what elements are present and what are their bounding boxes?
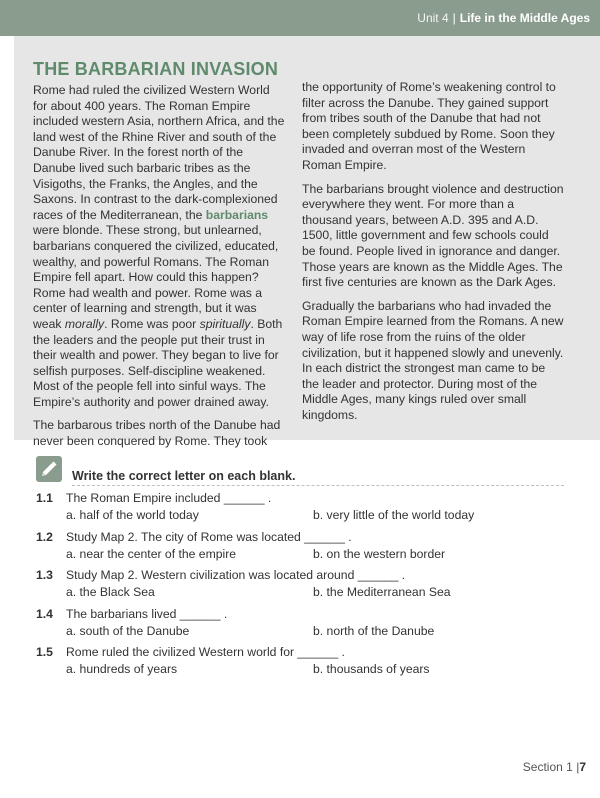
divider bbox=[72, 485, 564, 486]
option-a: a. half of the world today bbox=[66, 508, 199, 522]
question-stem[interactable]: The barbarians lived ______ . bbox=[66, 607, 228, 621]
unit-header-bar bbox=[0, 0, 600, 36]
unit-header bbox=[417, 11, 590, 25]
unit-title: Life in the Middle Ages bbox=[459, 11, 590, 25]
paragraph: The barbarous tribes north of the Danube had never been conquered by Rome. They took bbox=[33, 418, 281, 449]
header-separator: | bbox=[452, 11, 456, 25]
paragraph bbox=[33, 83, 285, 410]
question-stem[interactable]: Study Map 2. Western civilization was located around ______ . bbox=[66, 568, 406, 582]
option-b: b. the Mediterranean Sea bbox=[313, 585, 451, 599]
footer-separator: | bbox=[576, 760, 580, 774]
option-a: a. hundreds of years bbox=[66, 662, 178, 676]
page-number: 7 bbox=[579, 760, 586, 774]
page-footer bbox=[523, 760, 586, 774]
option-a: a. the Black Sea bbox=[66, 585, 155, 599]
text-run: Rome had ruled the civilized Western World for about 400 years. The Roman Empire included western Asia, northern Africa, and the land west of the Rhine River and south of the Danube River. In the forest north of the Danube lived such barbaric tribes as the Visigoths, the Franks, the Angles, and the Saxons. In contrast to the dark-complexioned races of the Mediterranean, the bbox=[33, 83, 285, 222]
option-b: b. very little of the world today bbox=[313, 508, 475, 522]
question-number: 1.5 bbox=[36, 645, 53, 659]
text-run: were blonde. These strong, but unlearned, barbarians conquered the civilized, educated, wealthy, and powerful Romans. The Roman Empire fell apart. How could this happen? Rome had wealth and power. Rome was a center of learning and strength, but it was weak bbox=[33, 223, 279, 331]
reading-column-left bbox=[33, 83, 285, 458]
text-run: . Rome was poor bbox=[104, 316, 200, 331]
option-a: a. near the center of the empire bbox=[66, 547, 237, 561]
paragraph: The barbarians brought violence and destruction everywhere they went. For more than a thousand years, between A.D. 395 and A.D. 1500, little government and few schools could be found. People lived in ignorance and danger. Those years are known as the Middle Ages. The first five centuries are known as the Dark Ages. bbox=[302, 181, 564, 290]
reading-column-right bbox=[302, 80, 564, 431]
question-number: 1.1 bbox=[36, 491, 53, 505]
option-b: b. north of the Danube bbox=[313, 624, 435, 638]
question-number: 1.3 bbox=[36, 568, 53, 582]
section-title: THE BARBARIAN INVASION bbox=[33, 59, 279, 79]
question-stem[interactable]: Rome ruled the civilized Western world for ______ . bbox=[66, 645, 345, 659]
text-run: . Both the leaders and the people put their trust in their wealth and power. They began to live for selfish purposes. Self-discipline weakened. Most of the people fell into sinful ways. The Empire’s authority and power drained away. bbox=[33, 316, 283, 409]
option-a: a. south of the Danube bbox=[66, 624, 190, 638]
paragraph: the opportunity of Rome’s weakening control to filter across the Danube. They gained support from tribes south of the Danube that had not been completely subdued by Rome. Soon they invaded and overran most of the Western Roman Empire. bbox=[302, 80, 556, 172]
paragraph: Gradually the barbarians who had invaded the Roman Empire learned from the Romans. A new way of life rose from the ruins of the older civilization, but it happened slowly and unevenly. In each district the strongest man came to be the leader and protector. During most of the Middle Ages, many kings ruled over small kingdoms. bbox=[302, 298, 564, 422]
question-number: 1.2 bbox=[36, 530, 53, 544]
question-number: 1.4 bbox=[36, 607, 53, 621]
activity-instruction: Write the correct letter on each blank. bbox=[72, 469, 296, 483]
question-stem[interactable]: Study Map 2. The city of Rome was located ______ . bbox=[66, 530, 352, 544]
unit-label: Unit 4 bbox=[417, 11, 449, 25]
pencil-icon bbox=[36, 456, 62, 482]
option-b: b. thousands of years bbox=[313, 662, 430, 676]
section-label: Section 1 bbox=[522, 760, 573, 774]
emphasis-text: morally bbox=[64, 316, 105, 331]
vocabulary-keyword: barbarians bbox=[205, 207, 269, 222]
question-stem[interactable]: The Roman Empire included ______ . bbox=[66, 491, 272, 505]
emphasis-text: spiritually bbox=[199, 316, 251, 331]
option-b: b. on the western border bbox=[313, 547, 446, 561]
